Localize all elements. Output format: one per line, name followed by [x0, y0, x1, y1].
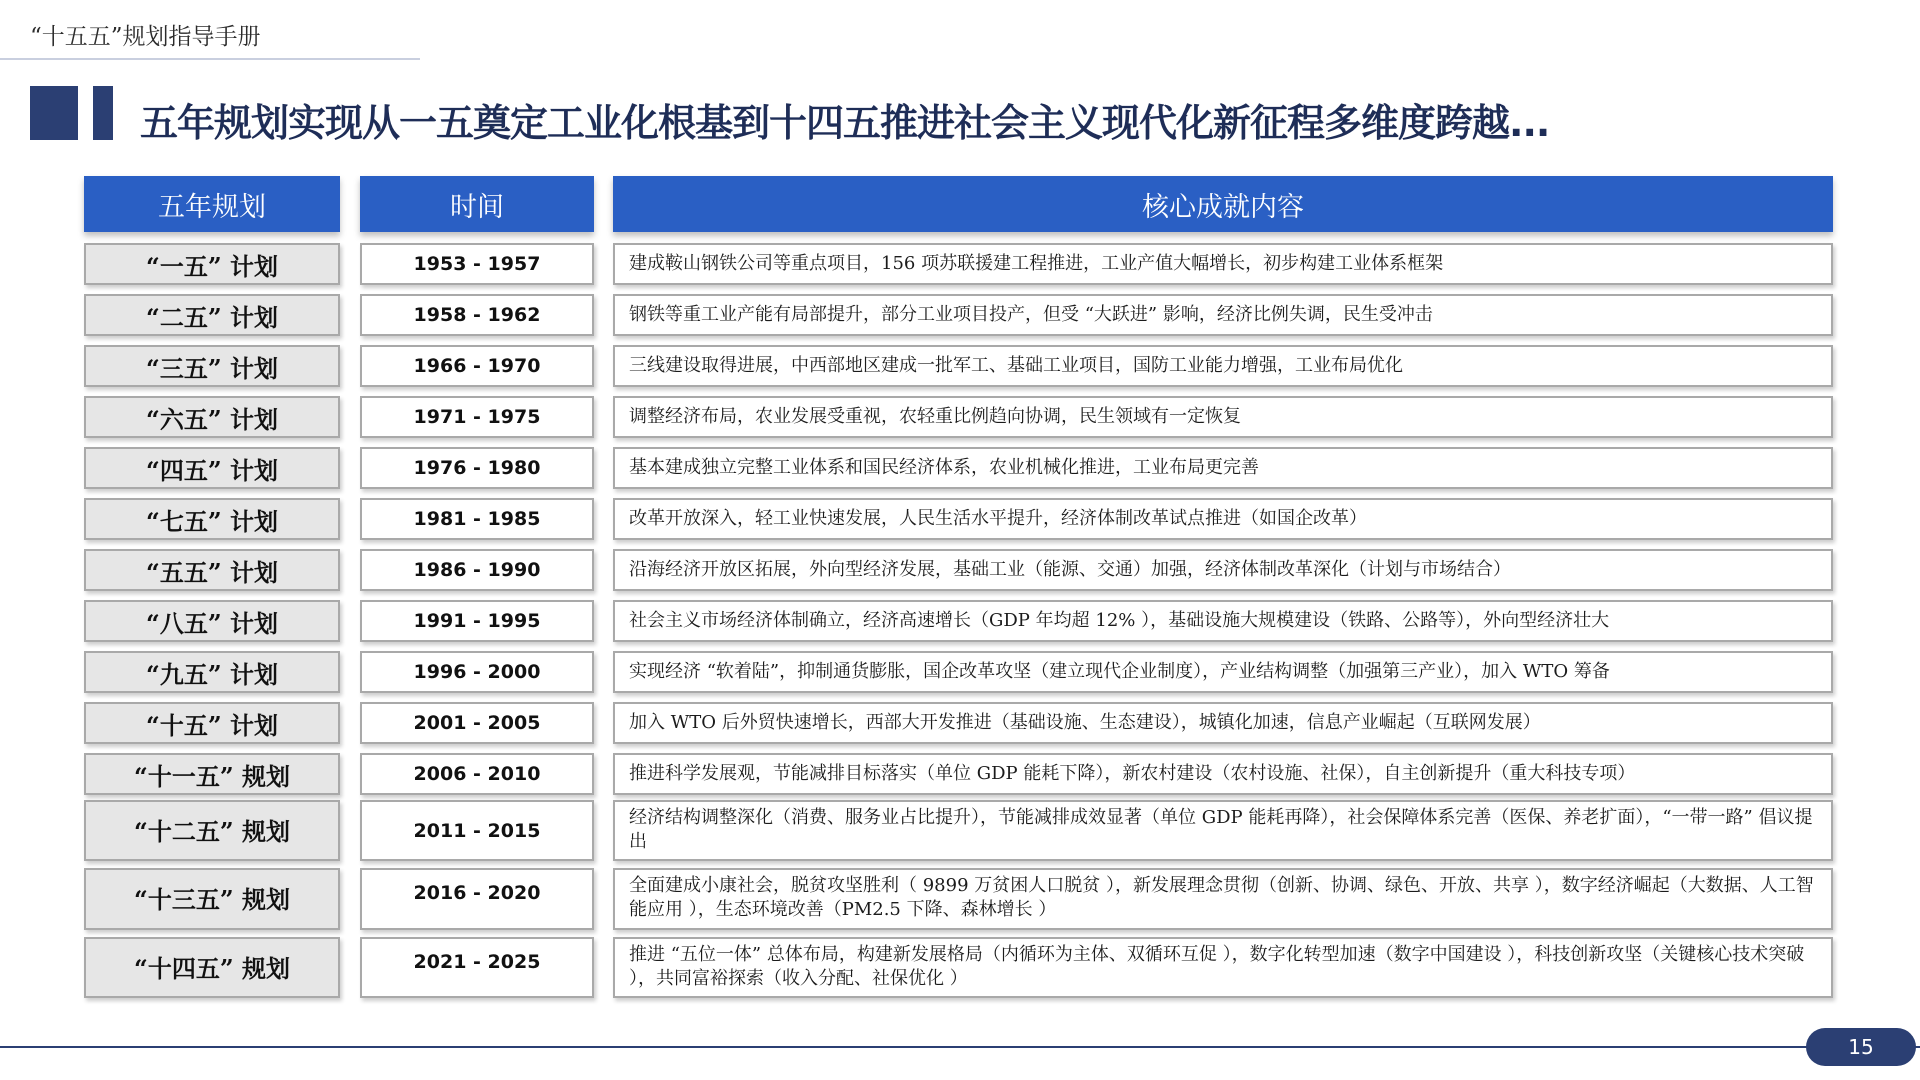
time-period-cell: 2016 - 2020 [360, 868, 594, 930]
table-row [0, 937, 1920, 998]
plan-name-cell: “八五” 计划 [84, 600, 340, 642]
document-header-title: “十五五”规划指导手册 [30, 24, 261, 50]
table-row [0, 345, 1920, 387]
time-period-cell: 1991 - 1995 [360, 600, 594, 642]
table-row [0, 396, 1920, 438]
time-period-cell: 2006 - 2010 [360, 753, 594, 795]
achievement-cell: 社会主义市场经济体制确立，经济高速增长（GDP 年均超 12% ），基础设施大规模建设（铁路、公路等），外向型经济壮大 [613, 600, 1833, 642]
plan-name-cell: “十一五” 规划 [84, 753, 340, 795]
achievement-cell: 钢铁等重工业产能有局部提升，部分工业项目投产，但受 “大跃进” 影响，经济比例失调，民生受冲击 [613, 294, 1833, 336]
table-row [0, 600, 1920, 642]
table-row [0, 243, 1920, 285]
plan-name-cell: “二五” 计划 [84, 294, 340, 336]
time-period-cell: 1986 - 1990 [360, 549, 594, 591]
plan-name-cell: “三五” 计划 [84, 345, 340, 387]
plan-name-cell: “十四五” 规划 [84, 937, 340, 998]
plan-name-cell: “十三五” 规划 [84, 868, 340, 930]
table-row [0, 800, 1920, 861]
time-period-cell: 1971 - 1975 [360, 396, 594, 438]
achievement-cell: 基本建成独立完整工业体系和国民经济体系，农业机械化推进，工业布局更完善 [613, 447, 1833, 489]
plan-name-cell: “十二五” 规划 [84, 800, 340, 861]
table-row [0, 651, 1920, 693]
time-period-cell: 1996 - 2000 [360, 651, 594, 693]
table-row [0, 702, 1920, 744]
column-header-plan: 五年规划 [84, 176, 340, 232]
achievement-cell: 改革开放深入，轻工业快速发展，人民生活水平提升，经济体制改革试点推进（如国企改革） [613, 498, 1833, 540]
plan-name-cell: “四五” 计划 [84, 447, 340, 489]
plan-name-cell: “九五” 计划 [84, 651, 340, 693]
table-row [0, 498, 1920, 540]
achievement-cell: 调整经济布局，农业发展受重视，农轻重比例趋向协调，民生领域有一定恢复 [613, 396, 1833, 438]
achievement-cell: 全面建成小康社会，脱贫攻坚胜利（ 9899 万贫困人口脱贫 ），新发展理念贯彻（创新、协调、绿色、开放、共享 ），数字经济崛起（大数据、人工智能应用 ），生态环境改善（PM2.5 下降、森林增长 ） [613, 868, 1833, 930]
table-row [0, 753, 1920, 795]
achievement-cell: 加入 WTO 后外贸快速增长，西部大开发推进（基础设施、生态建设），城镇化加速，信息产业崛起（互联网发展） [613, 702, 1833, 744]
achievement-cell: 三线建设取得进展，中西部地区建成一批军工、基础工业项目，国防工业能力增强，工业布局优化 [613, 345, 1833, 387]
time-period-cell: 2011 - 2015 [360, 800, 594, 861]
table-row [0, 294, 1920, 336]
footer-rule [0, 1046, 1920, 1048]
table-row [0, 868, 1920, 930]
table-row [0, 447, 1920, 489]
achievement-cell: 沿海经济开放区拓展，外向型经济发展，基础工业（能源、交通）加强，经济体制改革深化（计划与市场结合） [613, 549, 1833, 591]
time-period-cell: 1966 - 1970 [360, 345, 594, 387]
time-period-cell: 1976 - 1980 [360, 447, 594, 489]
time-period-cell: 1953 - 1957 [360, 243, 594, 285]
achievement-cell: 实现经济 “软着陆”，抑制通货膨胀，国企改革攻坚（建立现代企业制度），产业结构调整（加强第三产业），加入 WTO 筹备 [613, 651, 1833, 693]
plan-name-cell: “十五” 计划 [84, 702, 340, 744]
table-row [0, 549, 1920, 591]
page-title: 五年规划实现从一五奠定工业化根基到十四五推进社会主义现代化新征程多维度跨越... [140, 101, 1550, 145]
time-period-cell: 1958 - 1962 [360, 294, 594, 336]
achievement-cell: 建成鞍山钢铁公司等重点项目，156 项苏联援建工程推进，工业产值大幅增长，初步构建工业体系框架 [613, 243, 1833, 285]
time-period-cell: 2021 - 2025 [360, 937, 594, 998]
plan-name-cell: “一五” 计划 [84, 243, 340, 285]
time-period-cell: 1981 - 1985 [360, 498, 594, 540]
plan-name-cell: “五五” 计划 [84, 549, 340, 591]
column-header-time: 时间 [360, 176, 594, 232]
achievement-cell: 推进科学发展观，节能减排目标落实（单位 GDP 能耗下降），新农村建设（农村设施、社保），自主创新提升（重大科技专项） [613, 753, 1833, 795]
plan-name-cell: “七五” 计划 [84, 498, 340, 540]
page-number-badge: 15 [1806, 1028, 1916, 1066]
achievement-cell: 经济结构调整深化（消费、服务业占比提升），节能减排成效显著（单位 GDP 能耗再降），社会保障体系完善（医保、养老扩面），“一带一路” 倡议提出 [613, 800, 1833, 861]
column-header-achievements: 核心成就内容 [613, 176, 1833, 232]
plan-name-cell: “六五” 计划 [84, 396, 340, 438]
achievement-cell: 推进 “五位一体” 总体布局，构建新发展格局（内循环为主体、双循环互促 ），数字化转型加速（数字中国建设 ），科技创新攻坚（关键核心技术突破 ），共同富裕探索（收入分配、社保优化 ） [613, 937, 1833, 998]
time-period-cell: 2001 - 2005 [360, 702, 594, 744]
